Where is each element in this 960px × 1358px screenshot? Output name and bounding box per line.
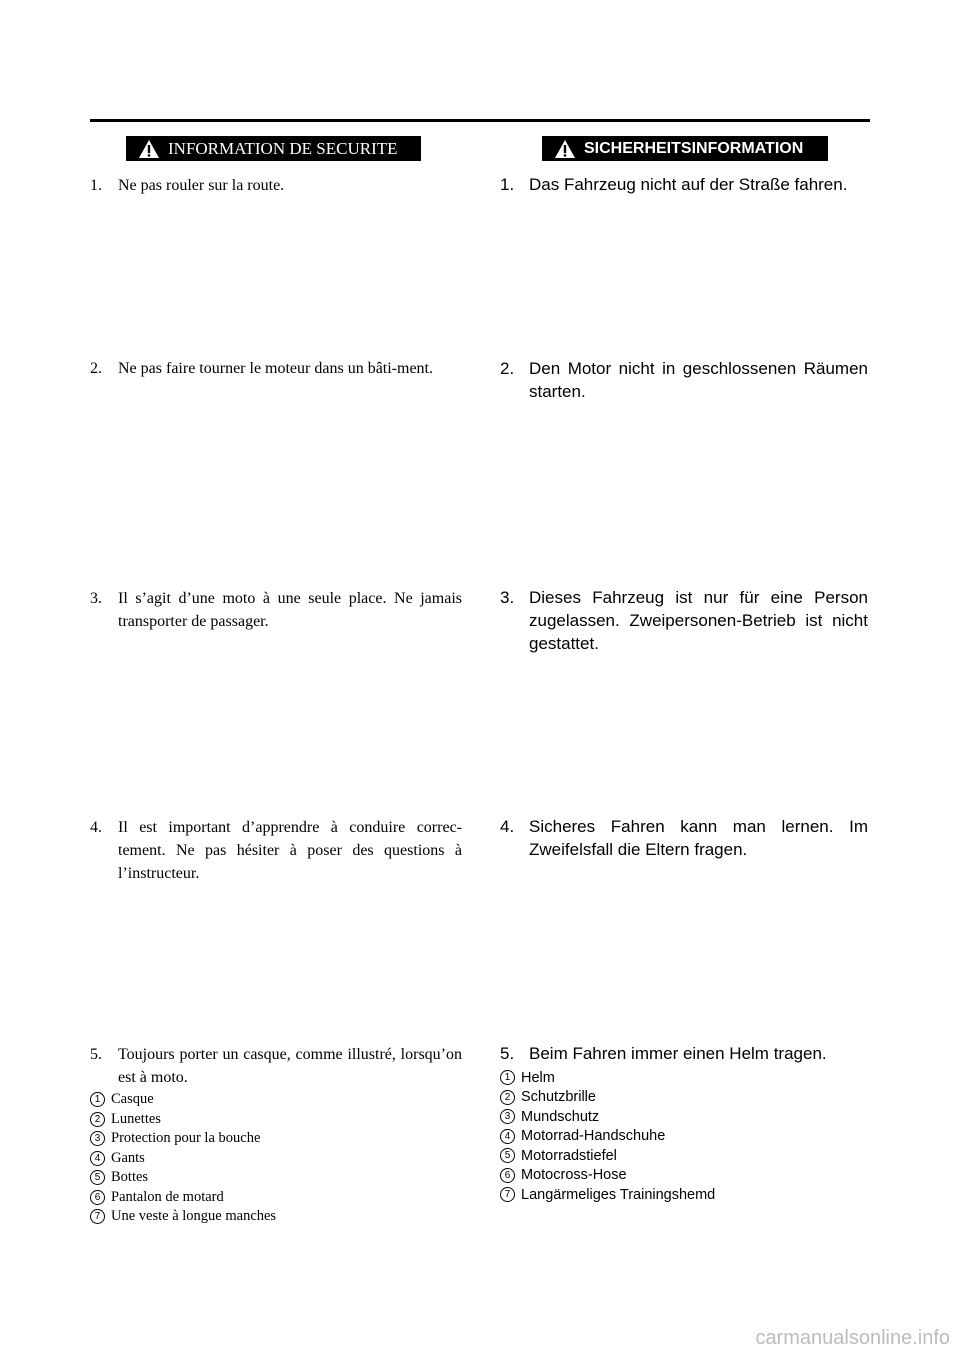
legend-number: 7 [90,1209,105,1224]
item-text: Ne pas rouler sur la route. [118,177,285,194]
legend-label: Bottes [111,1169,149,1186]
item-text: Beim Fahren immer einen Helm tragen. [529,1044,827,1063]
list-item [500,357,868,403]
legend-label: Motocross-Hose [521,1167,627,1184]
item-number: 3. [500,588,515,607]
header-rule [90,119,870,122]
warning-icon [554,139,576,159]
item-number: 5. [500,1044,515,1063]
figure-legend [500,1068,868,1205]
legend-label: Langärmeliges Trainingshemd [521,1186,716,1203]
item-number: 3. [90,590,102,607]
legend-number: 4 [500,1129,515,1144]
legend-number: 4 [90,1151,105,1166]
legend-label: Pantalon de motard [111,1188,224,1205]
safety-banner-german [542,136,828,161]
watermark: carmanualsonline.info [755,1327,950,1349]
item-text: Toujours porter un casque, comme illustré, lorsqu’on est à moto. [118,1046,462,1086]
legend-label: Schutzbrille [521,1089,596,1106]
list-item [90,1043,462,1089]
legend-label: Lunettes [111,1110,161,1127]
legend-label: Casque [111,1091,154,1108]
legend-item [90,1149,462,1169]
list-item [90,587,462,633]
legend-item [500,1146,868,1166]
legend-number: 6 [500,1168,515,1183]
item-text: Il est important d’apprendre à conduire correc-tement. Ne pas hésiter à poser des questions à l’instructeur. [118,819,462,882]
banner-title: SICHERHEITSINFORMATION [584,139,804,157]
legend-label: Gants [111,1149,145,1166]
list-item [90,357,462,380]
legend-number: 2 [90,1112,105,1127]
legend-item [90,1090,462,1110]
list-item [500,815,868,861]
item-text: Il s’agit d’une moto à une seule place. Ne jamais transporter de passager. [118,590,462,630]
safety-banner-french [126,136,421,161]
legend-item [500,1107,868,1127]
item-text: Sicheres Fahren kann man lernen. Im Zweifelsfall die Eltern fragen. [529,817,868,859]
legend-item [500,1088,868,1108]
legend-number: 1 [90,1092,105,1107]
list-item [90,816,462,885]
legend-number: 7 [500,1187,515,1202]
legend-label: Une veste à longue manches [111,1208,277,1225]
item-text: Das Fahrzeug nicht auf der Straße fahren. [529,175,848,194]
banner-title: INFORMATION DE SECURITE [168,138,398,158]
list-item [500,586,868,655]
legend-label: Motorrad-Handschuhe [521,1128,666,1145]
item-number: 4. [90,819,102,836]
legend-item [500,1127,868,1147]
list-item [500,1042,868,1065]
figure-legend [90,1090,462,1227]
item-text: Ne pas faire tourner le moteur dans un bâti-ment. [118,360,433,377]
legend-item [500,1185,868,1205]
item-text: Dieses Fahrzeug ist nur für eine Person zugelassen. Zweipersonen-Betrieb ist nicht gestattet. [529,588,868,653]
legend-item [90,1188,462,1208]
list-item [500,173,868,196]
legend-item [90,1168,462,1188]
legend-item [90,1110,462,1130]
list-item [90,174,462,197]
legend-label: Helm [521,1069,555,1086]
legend-item [500,1166,868,1186]
item-number: 2. [90,360,102,377]
legend-number: 2 [500,1090,515,1105]
legend-label: Protection pour la bouche [111,1130,261,1147]
legend-label: Mundschutz [521,1108,600,1125]
item-number: 2. [500,359,515,378]
item-number: 5. [90,1046,102,1063]
legend-item [90,1129,462,1149]
item-number: 4. [500,817,515,836]
item-number: 1. [90,177,102,194]
legend-item [500,1068,868,1088]
legend-number: 1 [500,1070,515,1085]
item-text: Den Motor nicht in geschlossenen Räumen starten. [529,359,868,401]
legend-label: Motorradstiefel [521,1147,617,1164]
item-number: 1. [500,175,515,194]
legend-number: 3 [500,1109,515,1124]
legend-item [90,1207,462,1227]
legend-number: 5 [500,1148,515,1163]
legend-number: 5 [90,1170,105,1185]
warning-icon [138,139,160,159]
legend-number: 3 [90,1131,105,1146]
legend-number: 6 [90,1190,105,1205]
